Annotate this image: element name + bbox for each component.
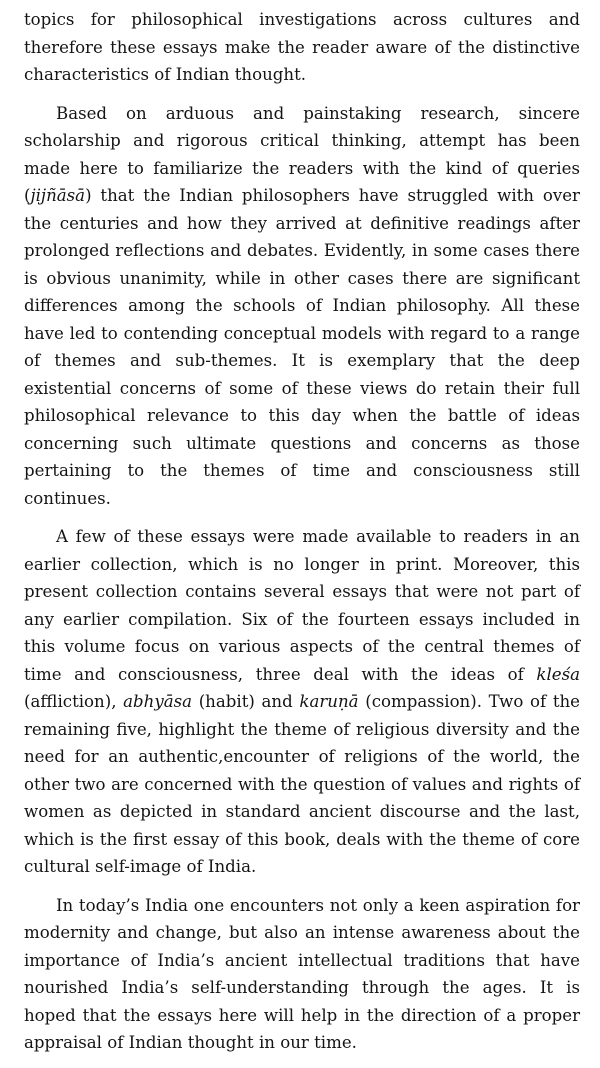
term-abhyasa: abhyāsa — [123, 692, 193, 711]
term-karuna: karuṇā — [299, 692, 359, 711]
document-page — [24, 6, 580, 1068]
term-klesa: kleśa — [536, 664, 580, 684]
paragraph-text: (habit) and — [192, 692, 300, 711]
paragraph-text: A few of these essays were made available to readers in an earlier collection, which is no longer in print. Moreover, this present collection contains several essays that were not part of any earlier compilation. Six of the fourteen essays included in this volume focus on various aspects of the central themes of time and consciousness, three deal with the ideas of — [24, 527, 580, 684]
paragraph-text: ) that the Indian philosophers have struggled with over the centuries and how they arrived at definitive readings after prolonged reflections and debates. Evidently, in some cases there is obvious unanimity, while in other cases there are significant differences among the schools of Indian philosophy. All these have led to contending conceptual models with regard to a range of themes and sub-themes. It is exemplary that the deep existential concerns of some of these views do retain their full philosophical relevance to this day when the battle of ideas concerning such ultimate questions and concerns as those pertaining to the themes of time and consciousness still continues. — [24, 186, 580, 508]
term-jijnasa: jijñāsā — [30, 186, 86, 205]
paragraph-text: Based on arduous and painstaking research, sincere scholarship and rigorous critical thinking, attempt has been made here to familiarize the readers with the kind of queries ( — [24, 103, 580, 205]
paragraph-collection — [24, 523, 580, 881]
paragraph-modern-india — [24, 892, 580, 1057]
paragraph-text: topics for philosophical investigations across cultures and therefore these essays make the reader aware of the distinctive characteristics of Indian thought. — [24, 10, 580, 84]
paragraph-text: (compassion). Two of the remaining five, highlight the theme of religious diversity and the need for an authentic,encounter of religions of the world, the other two are concerned with the question of values and rights of women as depicted in standard ancient discourse and the last, which is the first essay of this book, deals with the theme of core cultural self-image of India. — [24, 692, 580, 876]
paragraph-research — [24, 100, 580, 513]
paragraph-continuation — [24, 6, 580, 89]
paragraph-text: (affliction), — [24, 692, 124, 711]
paragraph-text: In today’s India one encounters not only a keen aspiration for modernity and change, but also an intense awareness about the importance of India’s ancient intellectual traditions that have nourished India’s self-understanding through the ages. It is hoped that the essays here will help in the direction of a proper appraisal of Indian thought in our time. — [24, 895, 580, 1052]
